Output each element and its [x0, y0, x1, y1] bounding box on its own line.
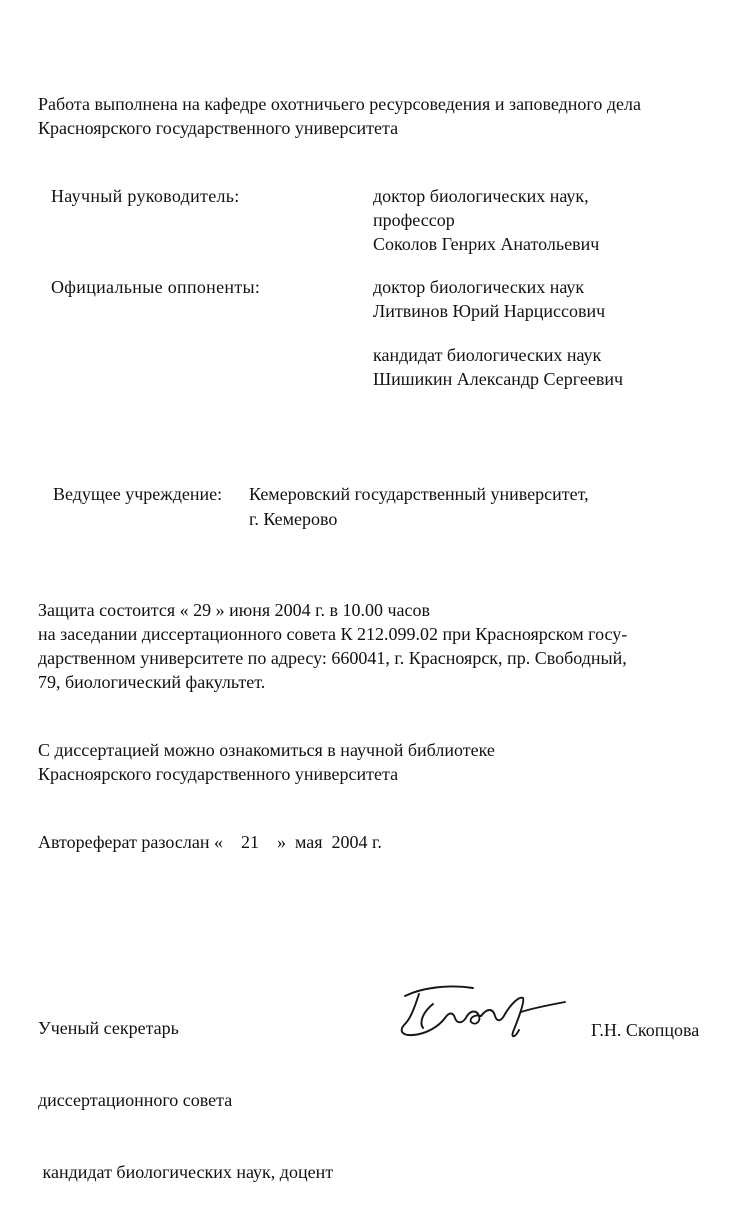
- abstract-sent-line: Автореферат разослан « 21 » мая 2004 г.: [38, 832, 382, 852]
- secretary-title-3: кандидат биологических наук, доцент: [38, 1162, 334, 1182]
- supervisor-label: Научный руководитель:: [51, 186, 240, 206]
- header-line-1: Работа выполнена на кафедре охотничьего ресурсоведения и заповедного дела: [38, 94, 641, 114]
- header-line-2: Красноярского государственного университета: [38, 118, 399, 138]
- leading-org-label: Ведущее учреждение:: [53, 484, 223, 504]
- opponent-2-degree: кандидат биологических наук: [373, 345, 602, 365]
- header-block: [38, 92, 641, 140]
- secretary-block: [38, 968, 333, 1208]
- opponent-1: [373, 275, 605, 323]
- defense-line-4: 79, биологический факультет.: [38, 672, 266, 692]
- secretary-title-1: Ученый секретарь: [38, 1018, 179, 1038]
- handwritten-signature: [393, 978, 578, 1046]
- library-line-1: С диссертацией можно ознакомиться в научной библиотеке: [38, 740, 495, 760]
- opponent-2: [373, 343, 623, 391]
- defense-block: [38, 598, 627, 694]
- opponent-2-name: Шишикин Александр Сергеевич: [373, 369, 624, 389]
- secretary-title-2: диссертационного совета: [38, 1090, 233, 1110]
- leading-org-city: г. Кемерово: [249, 509, 338, 529]
- supervisor-name: Соколов Генрих Анатольевич: [373, 234, 600, 254]
- secretary-name: Г.Н. Скопцова: [591, 1020, 700, 1040]
- opponents-label: Официальные оппоненты:: [51, 277, 261, 297]
- library-block: [38, 738, 495, 786]
- supervisor-details: [373, 184, 599, 256]
- defense-line-1: Защита состоится « 29 » июня 2004 г. в 10.00 часов: [38, 600, 430, 620]
- defense-line-3: дарственном университете по адресу: 660041, г. Красноярск, пр. Свободный,: [38, 648, 627, 668]
- leading-org-name: Кемеровский государственный университет,: [249, 484, 589, 504]
- library-line-2: Красноярского государственного университета: [38, 764, 399, 784]
- defense-line-2: на заседании диссертационного совета К 212.099.02 при Красноярском госу-: [38, 624, 628, 644]
- supervisor-title: профессор: [373, 210, 455, 230]
- opponent-1-name: Литвинов Юрий Нарциссович: [373, 301, 606, 321]
- opponent-1-degree: доктор биологических наук: [373, 277, 585, 297]
- supervisor-degree: доктор биологических наук,: [373, 186, 589, 206]
